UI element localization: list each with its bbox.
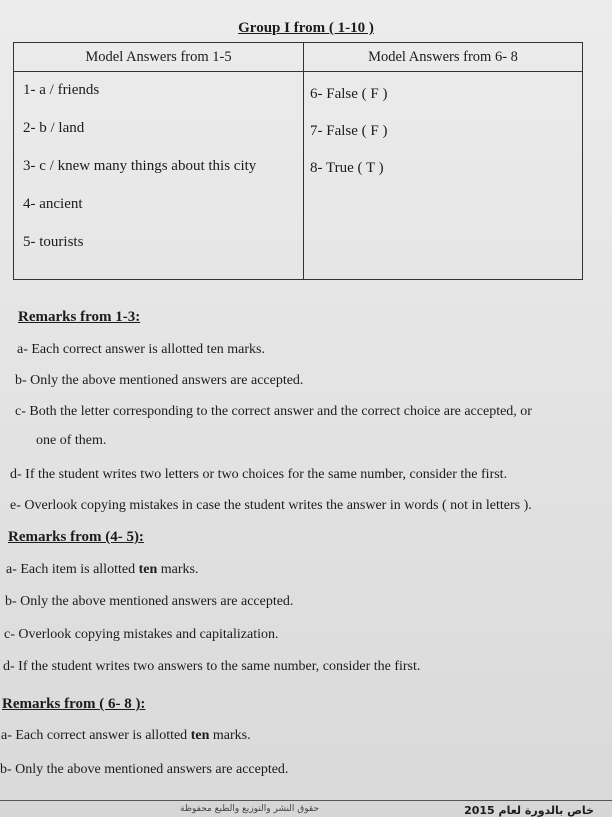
remarks-1-3-heading: Remarks from 1-3:	[18, 309, 141, 325]
table-header-row	[14, 43, 583, 72]
remark-4-5-a-bold: ten	[138, 562, 158, 577]
answer-8: 8- True ( T )	[310, 160, 384, 176]
remark-6-8-a	[1, 728, 251, 744]
table-body-row	[14, 72, 583, 280]
remark-4-5-a-text: a- Each item is allotted	[6, 562, 139, 577]
footer-arabic: خاص بالدورة لعام	[498, 804, 594, 817]
remark-4-5-a	[6, 562, 198, 578]
remark-4-5-c: c- Overlook copying mistakes and capitalization.	[4, 627, 279, 642]
remark-4-5-a-end: marks.	[157, 562, 199, 577]
remark-1-3-d: d- If the student writes two letters or two choices for the same number, consider the first.	[10, 467, 508, 482]
answer-2: 2- b / land	[23, 120, 85, 136]
remark-6-8-a-end: marks.	[209, 728, 251, 743]
remark-6-8-a-bold: ten	[190, 728, 210, 743]
remark-4-5-b: b- Only the above mentioned answers are accepted.	[5, 594, 294, 609]
remarks-4-5-heading: Remarks from (4- 5):	[8, 529, 144, 545]
remark-6-8-b: b- Only the above mentioned answers are accepted.	[0, 762, 289, 777]
answer-4: 4- ancient	[23, 196, 83, 212]
answer-5: 5- tourists	[23, 234, 84, 250]
answer-6: 6- False ( F )	[310, 86, 388, 102]
remark-1-3-e: e- Overlook copying mistakes in case the student writes the answer in words ( not in letters ).	[10, 498, 532, 513]
right-answers-cell	[304, 72, 583, 280]
remark-1-3-c: c- Both the letter corresponding to the correct answer and the correct choice are accepted, or	[15, 404, 532, 419]
answer-1: 1- a / friends	[23, 82, 100, 98]
answer-7: 7- False ( F )	[310, 123, 388, 139]
remark-6-8-a-text: a- Each correct answer is allotted	[1, 728, 191, 743]
header-left: Model Answers from 1-5	[14, 43, 304, 72]
remark-1-3-c-cont: one of them.	[36, 433, 107, 448]
header-right: Model Answers from 6- 8	[304, 43, 583, 72]
footer-copyright: حقوق النشر والتوزيع والطبع محفوظة	[180, 804, 320, 814]
remark-1-3-b: b- Only the above mentioned answers are accepted.	[15, 373, 304, 388]
remark-4-5-d: d- If the student writes two answers to the same number, consider the first.	[3, 659, 421, 674]
answers-table	[13, 42, 583, 280]
page-title: Group I from ( 1-10 )	[238, 20, 374, 36]
footer-year-label	[464, 804, 594, 817]
remarks-6-8-heading: Remarks from ( 6- 8 ):	[2, 696, 146, 712]
answer-3: 3- c / knew many things about this city	[23, 158, 257, 174]
page-footer	[0, 800, 612, 817]
footer-year: 2015	[464, 804, 495, 817]
left-answers-cell	[14, 72, 304, 280]
remark-1-3-a: a- Each correct answer is allotted ten marks.	[17, 342, 266, 357]
